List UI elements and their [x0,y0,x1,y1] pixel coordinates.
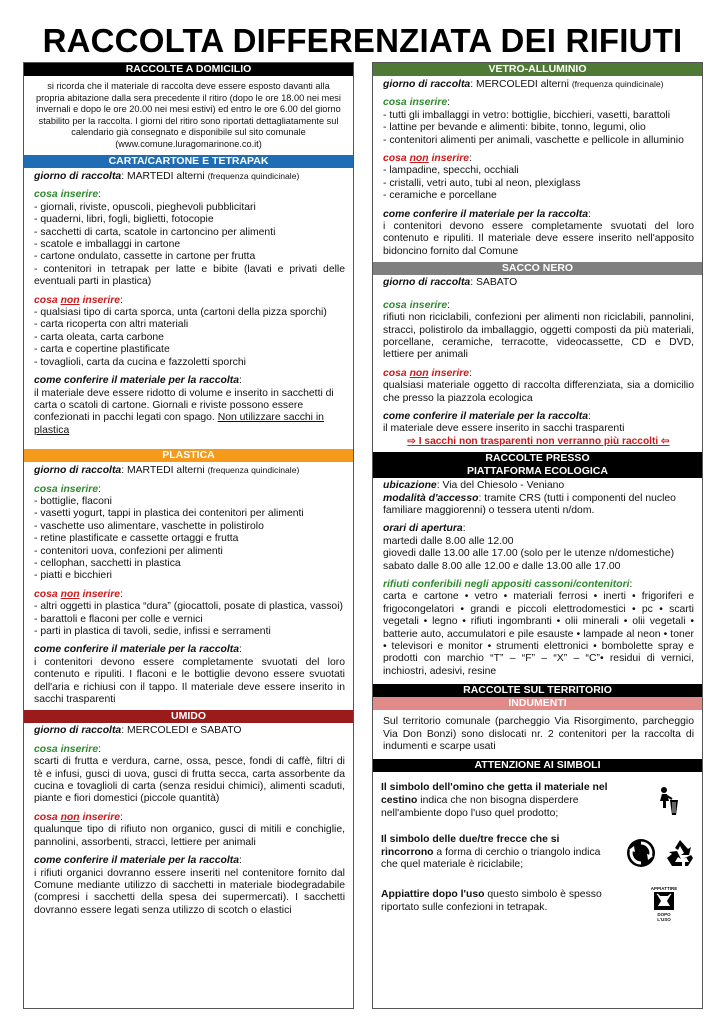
list-item: - cartone ondulato, cassette in cartone per frutta [34,251,256,263]
umido-giorno: giorno di raccolta: MERCOLEDI e SABATO [34,725,242,737]
list-item: - retine plastificate e cassette ortaggi e frutta [34,533,239,545]
list-item: - qualsiasi tipo di carta sporca, unta (cartoni della pizza sporchi) [34,307,327,319]
vetro-inserire-label: cosa inserire: [383,97,451,109]
territorio-header: RACCOLTE SUL TERRITORIO [373,684,702,697]
umido-non-label: cosa non inserire: [34,811,123,823]
carta-conferire-label: come conferire il materiale per la raccolta: [34,375,242,387]
list-item: - contenitori uova, confezioni per alimenti [34,545,223,557]
list-item: - tovaglioli, carta da cucina e fazzoletti sporchi [34,356,246,368]
list-item: - parti in plastica di tavoli, sedie, infissi e serramenti [34,626,271,637]
plastica-header: PLASTICA [24,449,353,462]
list-item: - ceramiche e porcellane [383,190,497,202]
list-item: - carta ricoperta con altri materiali [34,319,189,331]
carta-section [24,168,353,441]
plastica-giorno: giorno di raccolta: MARTEDI alterni (frequenza quindicinale) [34,465,300,477]
plastica-inserire-label: cosa inserire: [34,483,102,495]
list-item: - bottiglie, flaconi [34,495,112,507]
flatten-after-use-icon: APPIATTIRE DOPO L'USO [650,886,678,923]
simboli-section [373,772,702,923]
indumenti-subheader: INDUMENTI [373,697,702,710]
territorio-text: Sul territorio comunale (parcheggio Via Risorgimento, parcheggio Via Don Bonzi) sono dislocati nr. 2 contenitori per la raccolta di indumenti e scarpe usati [383,716,694,753]
list-item: - contenitori alimenti per animali, vaschette e pellicole in alluminio [383,134,684,146]
sacco-section [373,275,702,452]
piattaforma-modalita: modalità d'accesso: tramite CRS (tutti i componenti del nucleo familiare maggiorenni) o tessera utenti n/dom. [383,492,676,516]
carta-conferire-text: il materiale deve essere ridotto di volume e inserito in sacchetti di carta o scatoli di cartone. Giornali e riviste possono essere confezionati in pacchi legati con spago. Non utilizzare sacchi in plastica [34,387,334,436]
sacco-non-text: qualsiasi materiale oggetto di raccolta differenziata, sia a domicilio che presso la piazzola ecologica [383,380,694,404]
umido-inserire-label: cosa inserire: [34,743,102,755]
sacco-header: SACCO NERO [373,262,702,275]
sacco-warning: ⇨ I sacchi non trasparenti non verranno più raccolti ⇦ [407,435,670,447]
symbol-row: Il simbolo dell'omino che getta il materiale nel cestino indica che non bisogna disperdere nell'ambiente dopo l'uso quel prodotto; [373,782,702,820]
list-item: - vasetti yogurt, tappi in plastica dei contenitori per alimenti [34,508,304,520]
umido-inserire-text: scarti di frutta e verdura, carne, ossa, pesce, fondi di caffè, filtri di tè e infusi, gusci di uova, gusci di frutta secca, carta assorbente da cucina e tovaglioli di carta (senza residui chimici), alimenti scaduti, piante e fiori domestici (piccole quantità) [34,756,345,805]
orari-line: martedi dalle 8.00 alle 12.00 [383,535,514,547]
vetro-header: VETRO-ALLUMINIO [373,63,702,76]
recycle-triangle-icon [664,838,696,868]
symbol-row: Il simbolo delle due/tre frecce che si rincorrono a forma di cerchio o triangolo indica che quel materiale è riciclabile; [373,834,702,872]
umido-section [24,723,353,921]
carta-non-label: cosa non inserire: [34,294,123,306]
list-item: - altri oggetti in plastica “dura” (giocattoli, posate di plastica, vassoi) [34,601,343,613]
vetro-non-label: cosa non inserire: [383,153,472,165]
domicilio-header: RACCOLTE A DOMICILIO [24,63,353,76]
list-item: - cellophan, sacchetti in plastica [34,557,181,569]
umido-non-text: qualunque tipo di rifiuto non organico, gusci di mitili e conchiglie, pannolini, assorbenti, stracci, lettiere per animali [34,824,345,848]
list-item: - sacchetti di carta, scatole in cartoncino per alimenti [34,226,276,238]
list-item: - vaschette uso alimentare, vaschette in polistirolo [34,520,264,532]
piattaforma-header: RACCOLTE PRESSO PIATTAFORMA ECOLOGICA [373,452,702,478]
piattaforma-orari-label: orari di apertura: [383,523,466,535]
list-item: - tutti gli imballaggi in vetro: bottiglie, bicchieri, vasetti, barattoli [383,109,671,121]
plastica-section [24,462,353,710]
list-item: - lampadine, specchi, occhiali [383,165,519,177]
sacco-giorno: giorno di raccolta: SABATO [383,277,518,289]
sacco-inserire-text: rifiuti non riciclabili, confezioni per alimenti non riciclabili, pannolini, stracci, polistirolo da imballaggio, oggetti composti da più materiali, porcellane, ceramiche, terracotte, videocassette, CD e DVD, lettiere per animali [383,312,694,361]
symbol-row: Appiattire dopo l'uso questo simbolo è spesso riportato sulle confezioni in tetrapak. APPIATTIRE DOPO L'USO [381,886,678,923]
vetro-conferire-label: come conferire il materiale per la raccolta: [383,208,591,220]
tidyman-icon [656,786,680,816]
sacco-non-label: cosa non inserire: [383,367,472,379]
vetro-conferire-text: i contenitori devono essere completamente svuotati del loro contenuto e ripuliti. Il materiale deve essere inserito nell'apposito bidoncino fornito dal Comune [383,221,694,257]
plastica-non-label: cosa non inserire: [34,588,123,600]
left-column [23,62,354,1009]
sacco-inserire-label: cosa inserire: [383,299,451,311]
list-item: - piatti e bicchieri [34,570,112,582]
list-item: - quaderni, libri, fogli, biglietti, fotocopie [34,214,214,226]
plastica-conferire-label: come conferire il materiale per la raccolta: [34,644,242,656]
piattaforma-ubicazione: ubicazione: Via del Chiesolo - Veniano [383,480,565,492]
piattaforma-section [373,478,702,682]
list-item: - carta oleata, carta carbone [34,331,164,343]
list-item: - barattoli e flaconi per colle e vernici [34,613,203,625]
umido-conferire-text: i rifiuti organici dovranno essere inseriti nel contenitore fornito dal Comune mediante utilizzo di sacchetti in materiale biodegradabile (compresi i sacchetti della spesa dei supermercati). I sacchetti dovranno essere legati senza utilizzo di scotch o elastici [34,867,345,916]
page-title: RACCOLTA DIFFERENZIATA DEI RIFIUTI [42,22,683,59]
right-column [372,62,703,1009]
piattaforma-rifiuti-label: rifiuti conferibili negli appositi cassoni/contenitori: [383,579,633,590]
piattaforma-rifiuti-text: carta e cartone • vetro • materiali ferrosi • inerti • frigoriferi e frigocongelatori • grandi e piccoli elettrodomestici • pc • scarti vegetali • legno • rifiuti ingombranti • olii minerali • olii vegetali • batterie auto, accumulatori e pile esauste • lampade al neon • toner • televisori e monitor • strumenti elettronici • bombolette spray e prodotti con marchio “T” – “F” – “X” – “C”• residui di vernici, inchiostri, adesivi, resine [383,591,694,677]
list-item: - cristalli, vetri auto, tubi al neon, plexiglass [383,177,581,189]
sacco-conferire-text: il materiale deve essere inserito in sacchi trasparenti [383,423,625,435]
carta-header: CARTA/CARTONE E TETRAPAK [24,155,353,168]
list-item: - carta e copertine plastificate [34,344,170,356]
recycle-circle-icon [626,838,656,868]
domicilio-intro: si ricorda che il materiale di raccolta deve essere esposto davanti alla propria abitazione dalla sera precedente il ritiro (dopo le ore 18.00 nei mesi invernali e dopo le ore 20.00 nei mesi estivi) ed entro le ore 6.00 del giorno stabilito per la raccolta. I giorni del ritiro sono riportati dettagliatamente sul calendario già consegnato e disponibile sul sito comunale (www.comune.luragomarinone.co.it) [36,81,341,149]
list-item: - scatole e imballaggi in cartone [34,239,181,251]
sacco-conferire-label: come conferire il materiale per la raccolta: [383,410,591,422]
vetro-section [373,76,702,262]
list-item: - lattine per bevande e alimenti: bibite, tonno, legumi, olio [383,122,646,134]
simboli-header: ATTENZIONE AI SIMBOLI [373,759,702,772]
vetro-giorno: giorno di raccolta: MERCOLEDI alterni (frequenza quindicinale) [383,79,664,90]
orari-line: giovedi dalle 13.00 alle 17.00 (solo per le utenze n/domestiche) [383,548,675,560]
umido-header: UMIDO [24,710,353,723]
plastica-conferire-text: i contenitori devono essere completamente svuotati del loro contenuto e ripuliti. I flaconi e le bottiglie devono essere svuotati dell'aria e richiusi con il tappo. Il materiale deve essere inserito in sacchi trasparenti [34,656,345,706]
list-item: - giornali, riviste, opuscoli, pieghevoli pubblicitari [34,201,256,213]
list-item: - contenitori in tetrapak per latte e bibite (lavati e privati delle eventuali parti in plastica) [34,263,345,288]
orari-line: sabato dalle 8.00 alle 12.00 e dalle 13.00 alle 17.00 [383,560,621,572]
carta-giorno: giorno di raccolta: MARTEDI alterni (frequenza quindicinale) [34,171,300,182]
umido-conferire-label: come conferire il materiale per la raccolta: [34,855,242,867]
carta-inserire-label: cosa inserire: [34,189,102,201]
